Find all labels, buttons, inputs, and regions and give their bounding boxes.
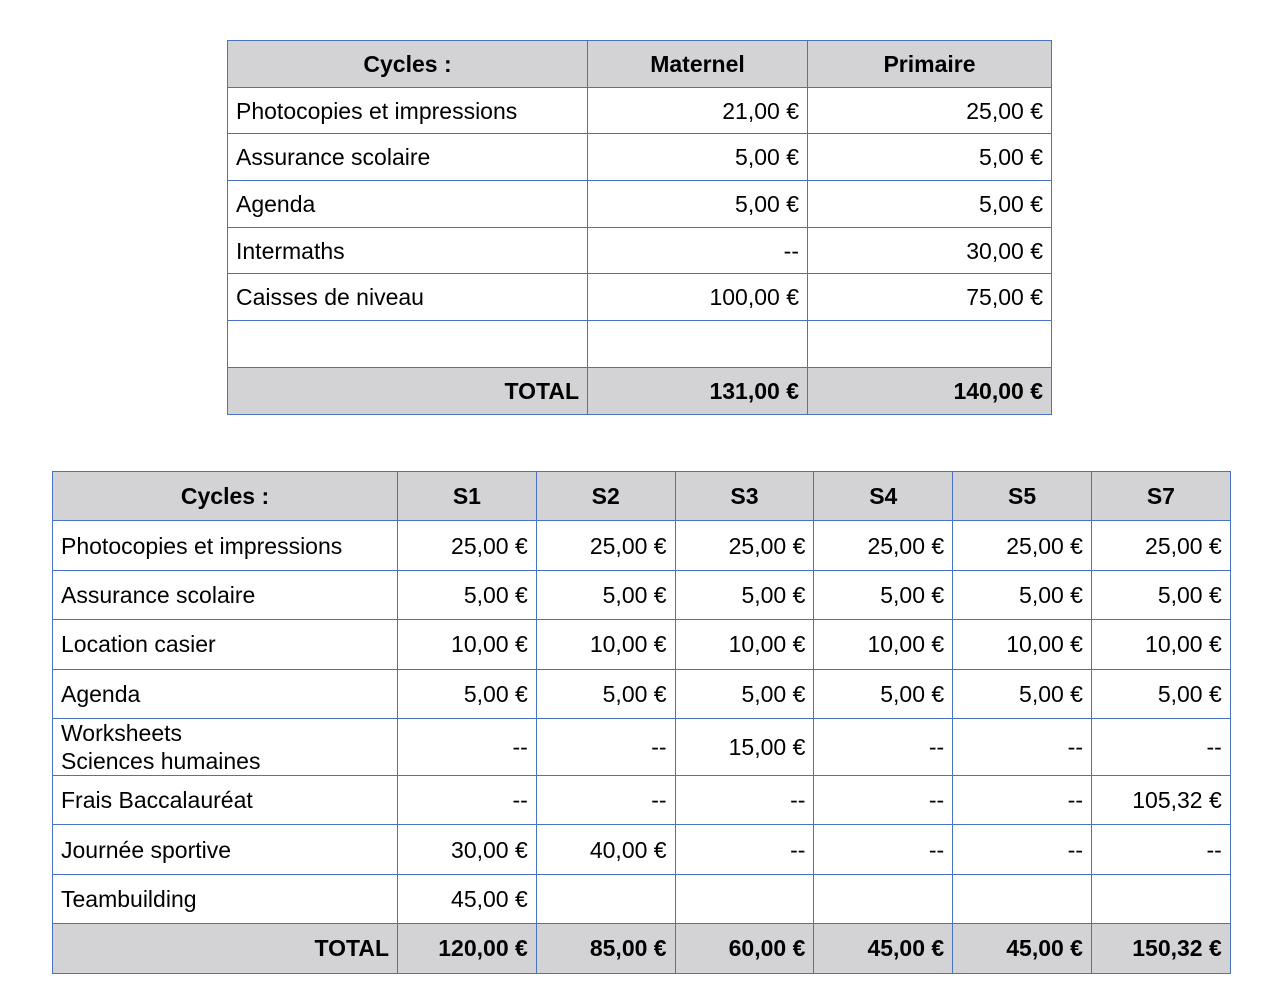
amount-cell: 5,00 €	[953, 570, 1092, 619]
total-row	[53, 924, 1231, 973]
amount-cell: 10,00 €	[536, 620, 675, 669]
amount-cell: 45,00 €	[398, 874, 537, 923]
header-cell-cycles: Cycles :	[53, 472, 398, 521]
amount-cell: --	[398, 718, 537, 775]
row-label-cell: Teambuilding	[53, 874, 398, 923]
amount-cell: 5,00 €	[1091, 570, 1230, 619]
amount-cell: --	[1091, 718, 1230, 775]
table-row	[53, 620, 1231, 669]
row-label-cell: Agenda	[228, 181, 588, 228]
amount-cell: 5,00 €	[814, 669, 953, 718]
header-cell-s2: S2	[536, 472, 675, 521]
amount-cell: 10,00 €	[398, 620, 537, 669]
amount-cell: --	[953, 775, 1092, 824]
amount-cell: 5,00 €	[588, 134, 808, 181]
amount-cell: 30,00 €	[398, 825, 537, 874]
amount-cell: 105,32 €	[1091, 775, 1230, 824]
row-label-line: Worksheets	[61, 719, 183, 746]
total-label-cell: TOTAL	[228, 367, 588, 414]
amount-cell: --	[675, 825, 814, 874]
row-label-cell: Caisses de niveau	[228, 274, 588, 321]
amount-cell	[588, 321, 808, 368]
row-label-cell: Photocopies et impressions	[228, 87, 588, 134]
total-amount-cell: 45,00 €	[953, 924, 1092, 973]
amount-cell: --	[588, 227, 808, 274]
header-cell-cycles: Cycles :	[228, 41, 588, 88]
row-label-cell: Photocopies et impressions	[53, 521, 398, 570]
total-amount-cell: 150,32 €	[1091, 924, 1230, 973]
amount-cell: 21,00 €	[588, 87, 808, 134]
table-row	[228, 134, 1052, 181]
amount-cell: --	[953, 825, 1092, 874]
total-amount-cell: 140,00 €	[808, 367, 1052, 414]
amount-cell: 10,00 €	[1091, 620, 1230, 669]
total-amount-cell: 60,00 €	[675, 924, 814, 973]
row-label-cell: Location casier	[53, 620, 398, 669]
amount-cell: 5,00 €	[1091, 669, 1230, 718]
table-row	[228, 87, 1052, 134]
table-header-row	[53, 472, 1231, 521]
amount-cell: 25,00 €	[1091, 521, 1230, 570]
amount-cell: 5,00 €	[398, 669, 537, 718]
table-row	[53, 669, 1231, 718]
row-label-cell: Assurance scolaire	[228, 134, 588, 181]
amount-cell: 10,00 €	[675, 620, 814, 669]
amount-cell: 5,00 €	[536, 570, 675, 619]
amount-cell: --	[814, 718, 953, 775]
amount-cell: 15,00 €	[675, 718, 814, 775]
table-row	[228, 321, 1052, 368]
amount-cell: --	[675, 775, 814, 824]
amount-cell: 25,00 €	[536, 521, 675, 570]
amount-cell: 5,00 €	[675, 669, 814, 718]
header-cell-s7: S7	[1091, 472, 1230, 521]
amount-cell: 5,00 €	[808, 181, 1052, 228]
total-label-cell: TOTAL	[53, 924, 398, 973]
amount-cell: 75,00 €	[808, 274, 1052, 321]
total-amount-cell: 120,00 €	[398, 924, 537, 973]
amount-cell	[808, 321, 1052, 368]
amount-cell: 5,00 €	[814, 570, 953, 619]
table-row	[53, 775, 1231, 824]
amount-cell: --	[953, 718, 1092, 775]
amount-cell: 5,00 €	[398, 570, 537, 619]
fees-table-primary	[227, 40, 1052, 415]
amount-cell: --	[814, 825, 953, 874]
amount-cell: --	[398, 775, 537, 824]
table-row	[53, 521, 1231, 570]
amount-cell	[1091, 874, 1230, 923]
table-row	[53, 718, 1231, 775]
row-label-cell: Frais Baccalauréat	[53, 775, 398, 824]
table-row	[228, 181, 1052, 228]
amount-cell: --	[536, 775, 675, 824]
total-row	[228, 367, 1052, 414]
amount-cell: --	[814, 775, 953, 824]
row-label-cell: Agenda	[53, 669, 398, 718]
amount-cell: 40,00 €	[536, 825, 675, 874]
table-row	[53, 874, 1231, 923]
amount-cell	[953, 874, 1092, 923]
row-label-cell	[53, 718, 398, 775]
row-label-cell	[228, 321, 588, 368]
amount-cell: 25,00 €	[675, 521, 814, 570]
row-label-cell: Intermaths	[228, 227, 588, 274]
table-row	[228, 274, 1052, 321]
amount-cell: 25,00 €	[398, 521, 537, 570]
amount-cell: 5,00 €	[808, 134, 1052, 181]
amount-cell: 5,00 €	[675, 570, 814, 619]
amount-cell	[675, 874, 814, 923]
amount-cell	[814, 874, 953, 923]
total-amount-cell: 131,00 €	[588, 367, 808, 414]
amount-cell	[536, 874, 675, 923]
amount-cell: 5,00 €	[953, 669, 1092, 718]
header-cell-s1: S1	[398, 472, 537, 521]
amount-cell: 25,00 €	[953, 521, 1092, 570]
amount-cell: --	[1091, 825, 1230, 874]
header-cell-s4: S4	[814, 472, 953, 521]
header-cell-s3: S3	[675, 472, 814, 521]
amount-cell: 5,00 €	[536, 669, 675, 718]
amount-cell: 5,00 €	[588, 181, 808, 228]
amount-cell: 25,00 €	[814, 521, 953, 570]
amount-cell: 10,00 €	[814, 620, 953, 669]
row-label-line: Sciences humaines	[61, 747, 261, 774]
table-row	[53, 570, 1231, 619]
amount-cell: 25,00 €	[808, 87, 1052, 134]
amount-cell: --	[536, 718, 675, 775]
total-amount-cell: 85,00 €	[536, 924, 675, 973]
fees-table-secondary	[52, 471, 1231, 974]
amount-cell: 10,00 €	[953, 620, 1092, 669]
header-cell-primaire: Primaire	[808, 41, 1052, 88]
amount-cell: 100,00 €	[588, 274, 808, 321]
row-label-cell: Journée sportive	[53, 825, 398, 874]
header-cell-maternel: Maternel	[588, 41, 808, 88]
header-cell-s5: S5	[953, 472, 1092, 521]
table-row	[228, 227, 1052, 274]
table-header-row	[228, 41, 1052, 88]
table-row	[53, 825, 1231, 874]
row-label-cell: Assurance scolaire	[53, 570, 398, 619]
total-amount-cell: 45,00 €	[814, 924, 953, 973]
amount-cell: 30,00 €	[808, 227, 1052, 274]
